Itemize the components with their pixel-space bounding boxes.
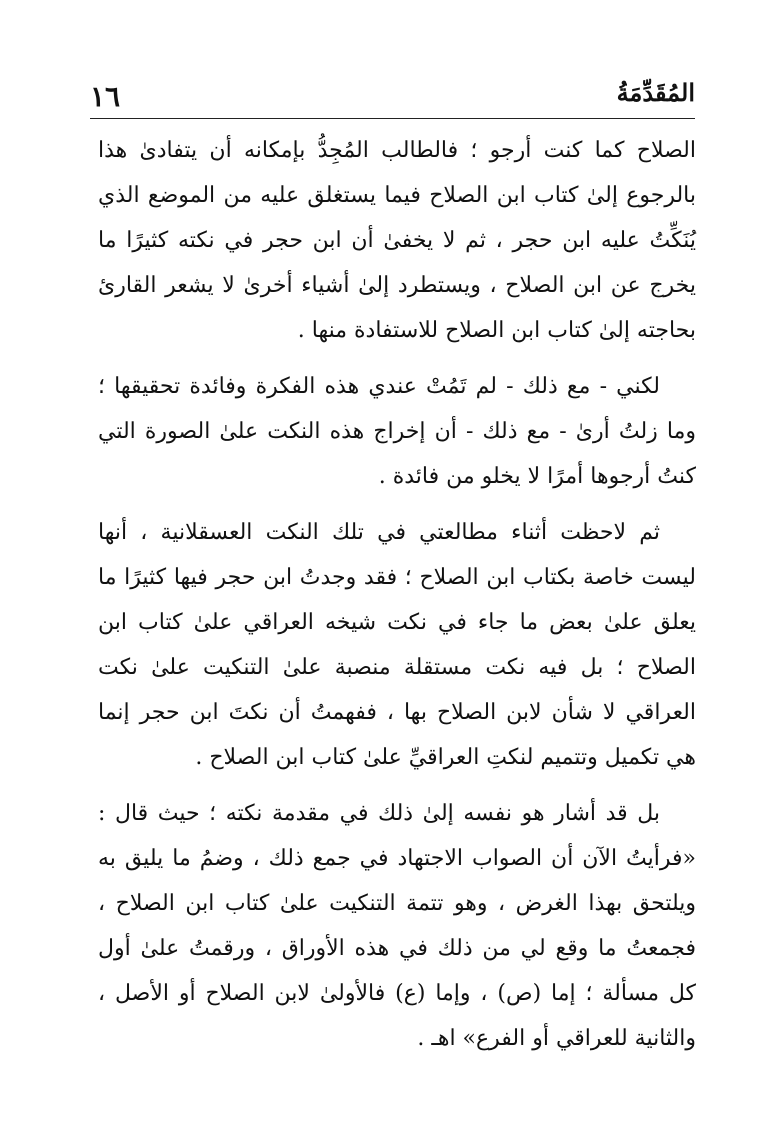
paragraph-2: لكني - مع ذلك - لم تَمُتْ عندي هذه الفكرة وفائدة تحقيقها ؛ وما زلتُ أرىٰ - مع ذلك - أن إخراج هذه النكت علىٰ الصورة التي كنتُ أرجوها أمرًا لا يخلو من فائدة .	[98, 374, 696, 489]
page-number: ١٦	[90, 80, 121, 113]
paragraph-1: الصلاح كما كنت أرجو ؛ فالطالب المُجِدُّ بإمكانه أن يتفادىٰ هذا بالرجوع إلىٰ كتاب ابن الصلاح فيما يستغلق عليه من الموضع الذي يُنَكِّتُ عليه ابن حجر ، ثم لا يخفىٰ أن ابن حجر في نكته كثيرًا ما يخرج عن ابن الصلاح ، ويستطرد إلىٰ أشياء أخرىٰ لا يشعر القارئ بحاجته إلىٰ كتاب ابن الصلاح للاستفادة منها .	[98, 138, 696, 343]
section-title: المُقَدِّمَةُ	[616, 78, 695, 107]
paragraph-4: بل قد أشار هو نفسه إلىٰ ذلك في مقدمة نكته ؛ حيث قال : «فرأيتُ الآن أن الصواب الاجتهاد في جمع ذلك ، وضمُ ما يليق به ويلتحق بهذا الغرض ، وهو تتمة التنكيت علىٰ كتاب ابن الصلاح ، فجمعتُ ما وقع لي من ذلك في هذه الأوراق ، ورقمتُ علىٰ أول كل مسألة ؛ إما (ص) ، وإما (ع) فالأولىٰ لابن الصلاح أو الأصل ، والثانية للعراقي أو الفرع» اهـ .	[98, 801, 696, 1051]
header-divider	[90, 118, 695, 119]
page-header	[90, 78, 695, 120]
page-body	[98, 128, 696, 1061]
paragraph-3: ثم لاحظت أثناء مطالعتي في تلك النكت العسقلانية ، أنها ليست خاصة بكتاب ابن الصلاح ؛ فقد وجدتُ ابن حجر فيها كثيرًا ما يعلق علىٰ بعض ما جاء في نكت شيخه العراقي علىٰ كتاب ابن الصلاح ؛ بل فيه نكت مستقلة منصبة علىٰ التنكيت علىٰ نكت العراقي لا شأن لابن الصلاح بها ، ففهمتُ أن نكتَ ابن حجر إنما هي تكميل وتتميم لنكتِ العراقيِّ علىٰ كتاب ابن الصلاح .	[98, 520, 696, 770]
